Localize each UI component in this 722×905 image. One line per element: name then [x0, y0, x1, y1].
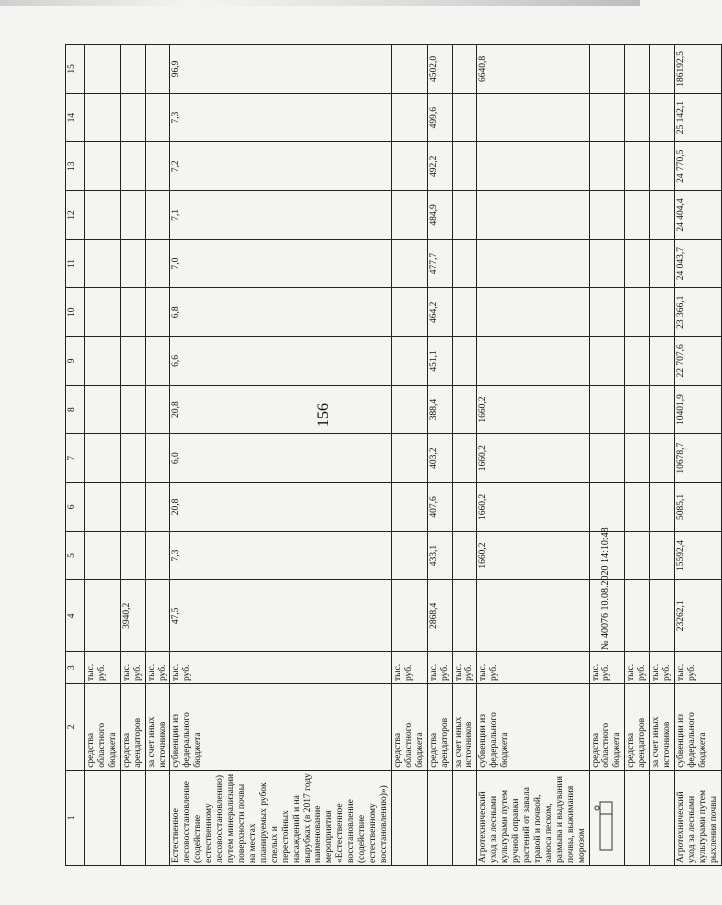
value-cell: 6,0: [170, 434, 391, 483]
cell-c2: за счет иных источников: [452, 684, 477, 771]
value-cell: 24 043,7: [675, 239, 722, 288]
value-cell: [625, 434, 650, 483]
value-cell: [85, 45, 121, 94]
value-cell: 5085,1: [675, 483, 722, 532]
value-cell: [452, 580, 477, 652]
value-cell: [650, 531, 675, 580]
value-cell: 20,8: [170, 483, 391, 532]
value-cell: 7,3: [170, 531, 391, 580]
value-cell: 23262,1: [675, 580, 722, 652]
value-cell: [145, 580, 170, 652]
value-cell: 403,2: [427, 434, 452, 483]
value-cell: 7,2: [170, 142, 391, 191]
table-row: [427, 45, 452, 866]
value-cell: [120, 45, 145, 94]
value-cell: 433,1: [427, 531, 452, 580]
value-cell: [391, 45, 427, 94]
value-cell: [145, 93, 170, 142]
value-cell: [452, 434, 477, 483]
logo-icon: [594, 800, 616, 852]
value-cell: [625, 531, 650, 580]
value-cell: [391, 385, 427, 434]
table-row: [391, 45, 427, 866]
value-cell: [391, 142, 427, 191]
value-cell: [452, 483, 477, 532]
header-cell-6: 6: [66, 483, 85, 532]
value-cell: 3940,2: [120, 580, 145, 652]
cell-c3: тыс. руб.: [85, 652, 121, 684]
page-number: 156: [315, 403, 332, 427]
document-stamp: № 40076 10.08.2020 14:10:48: [600, 527, 611, 650]
value-cell: 477,7: [427, 239, 452, 288]
header-cell-11: 11: [66, 239, 85, 288]
header-cell-8: 8: [66, 385, 85, 434]
cell-c3: тыс. руб.: [452, 652, 477, 684]
value-cell: [477, 142, 589, 191]
value-cell: 492,2: [427, 142, 452, 191]
cell-c3: тыс. руб.: [427, 652, 452, 684]
value-cell: [452, 239, 477, 288]
value-cell: [477, 239, 589, 288]
value-cell: [477, 337, 589, 386]
value-cell: 499,6: [427, 93, 452, 142]
header-cell-3: 3: [66, 652, 85, 684]
value-cell: [625, 288, 650, 337]
header-cell-12: 12: [66, 191, 85, 240]
value-cell: [85, 239, 121, 288]
value-cell: [85, 288, 121, 337]
cell-c3: тыс. руб.: [650, 652, 675, 684]
value-cell: [650, 434, 675, 483]
value-cell: [650, 239, 675, 288]
header-cell-2: 2: [66, 684, 85, 771]
value-cell: [589, 337, 625, 386]
value-cell: 1660,2: [477, 531, 589, 580]
value-cell: [391, 239, 427, 288]
cell-c1: [145, 770, 170, 865]
value-cell: [391, 93, 427, 142]
cell-c1: Агротехнический уход за лесными культурами путем рыхления почвы: [675, 770, 722, 865]
value-cell: [625, 580, 650, 652]
value-cell: 2868,4: [427, 580, 452, 652]
header-row: [66, 45, 85, 866]
cell-c1: [85, 770, 121, 865]
cell-c2: за счет иных источников: [650, 684, 675, 771]
cell-c3: тыс. руб.: [675, 652, 722, 684]
value-cell: [85, 531, 121, 580]
value-cell: [145, 142, 170, 191]
value-cell: 96,9: [170, 45, 391, 94]
value-cell: [589, 239, 625, 288]
value-cell: [85, 337, 121, 386]
cell-c3: тыс. руб.: [145, 652, 170, 684]
value-cell: 484,9: [427, 191, 452, 240]
value-cell: [650, 288, 675, 337]
header-cell-10: 10: [66, 288, 85, 337]
value-cell: [650, 580, 675, 652]
header-cell-5: 5: [66, 531, 85, 580]
value-cell: 25 142,1: [675, 93, 722, 142]
value-cell: 20,8: [170, 385, 391, 434]
value-cell: [85, 385, 121, 434]
value-cell: 23 366,1: [675, 288, 722, 337]
value-cell: [145, 337, 170, 386]
value-cell: [452, 45, 477, 94]
value-cell: 6,8: [170, 288, 391, 337]
table-row: [477, 45, 589, 866]
value-cell: [650, 45, 675, 94]
table-row: [170, 45, 391, 866]
table-row: [120, 45, 145, 866]
table-row: [675, 45, 722, 866]
table-row: [452, 45, 477, 866]
value-cell: [452, 93, 477, 142]
value-cell: [85, 580, 121, 652]
value-cell: [650, 191, 675, 240]
value-cell: [391, 434, 427, 483]
cell-c2: средства арендаторов: [427, 684, 452, 771]
cell-c3: тыс. руб.: [391, 652, 427, 684]
value-cell: 464,2: [427, 288, 452, 337]
cell-c3: тыс. руб.: [625, 652, 650, 684]
value-cell: [145, 385, 170, 434]
value-cell: 1660,2: [477, 434, 589, 483]
value-cell: 7,0: [170, 239, 391, 288]
cell-c3: тыс. руб.: [477, 652, 589, 684]
value-cell: [589, 434, 625, 483]
cell-c2: средства областного бюджета: [391, 684, 427, 771]
value-cell: 451,1: [427, 337, 452, 386]
value-cell: [120, 93, 145, 142]
table-row: [85, 45, 121, 866]
value-cell: [477, 191, 589, 240]
value-cell: [650, 337, 675, 386]
header-cell-13: 13: [66, 142, 85, 191]
value-cell: [145, 483, 170, 532]
value-cell: 24 404,4: [675, 191, 722, 240]
value-cell: 388,4: [427, 385, 452, 434]
cell-c2: средства арендаторов: [625, 684, 650, 771]
value-cell: [452, 288, 477, 337]
value-cell: 6640,8: [477, 45, 589, 94]
value-cell: [391, 531, 427, 580]
value-cell: [452, 385, 477, 434]
cell-c1: [120, 770, 145, 865]
value-cell: [391, 483, 427, 532]
value-cell: [145, 45, 170, 94]
value-cell: [589, 385, 625, 434]
cell-c2: субвенции из федерального бюджета: [477, 684, 589, 771]
value-cell: 1660,2: [477, 385, 589, 434]
value-cell: [85, 93, 121, 142]
value-cell: [145, 288, 170, 337]
table-row: [625, 45, 650, 866]
value-cell: [625, 239, 650, 288]
cell-c3: тыс. руб.: [120, 652, 145, 684]
value-cell: [589, 288, 625, 337]
value-cell: [85, 142, 121, 191]
value-cell: 7,1: [170, 191, 391, 240]
cell-c2: за счет иных источников: [145, 684, 170, 771]
value-cell: [650, 385, 675, 434]
value-cell: [145, 239, 170, 288]
header-cell-14: 14: [66, 93, 85, 142]
cell-c2: субвенции из федерального бюджета: [675, 684, 722, 771]
value-cell: [589, 45, 625, 94]
cell-c1: [391, 770, 427, 865]
value-cell: [391, 337, 427, 386]
cell-c1: [427, 770, 452, 865]
cell-c3: тыс. руб.: [170, 652, 391, 684]
value-cell: [625, 93, 650, 142]
value-cell: [477, 580, 589, 652]
cell-c2: субвенции из федерального бюджета: [170, 684, 391, 771]
value-cell: [120, 142, 145, 191]
value-cell: [477, 288, 589, 337]
value-cell: [650, 483, 675, 532]
value-cell: [625, 337, 650, 386]
value-cell: 7,3: [170, 93, 391, 142]
value-cell: [452, 191, 477, 240]
value-cell: 10678,7: [675, 434, 722, 483]
cell-c2: средства арендаторов: [120, 684, 145, 771]
value-cell: 47,5: [170, 580, 391, 652]
cell-c1: [452, 770, 477, 865]
value-cell: [589, 191, 625, 240]
value-cell: 1660,2: [477, 483, 589, 532]
cell-c3: тыс. руб.: [589, 652, 625, 684]
value-cell: [477, 93, 589, 142]
header-cell-15: 15: [66, 45, 85, 94]
value-cell: [120, 385, 145, 434]
value-cell: 22 707,6: [675, 337, 722, 386]
document-logo: [594, 800, 616, 852]
value-cell: [120, 531, 145, 580]
value-cell: [120, 483, 145, 532]
cell-c2: средства областного бюджета: [589, 684, 625, 771]
value-cell: [589, 483, 625, 532]
cell-c1: Естественное лесовосстановление (содействие естественному лесовосстановлению) путем минерализации поверхности почвы на местах планируемых рубок спелых и перестойных насаждений и на вырубках (в 2017 году наименование мероприятия «Естественное восстановление (содействие естественному восстановлению)»): [170, 770, 391, 865]
value-cell: [625, 142, 650, 191]
value-cell: [85, 191, 121, 240]
value-cell: 24 770,5: [675, 142, 722, 191]
header-cell-7: 7: [66, 434, 85, 483]
cell-c1: Агротехнический уход за лесными культурами путем ручной оправки растений от завала травой и почвой, заноса песком, размыва и выдувания почвы, выжимания морозом: [477, 770, 589, 865]
value-cell: 186192,5: [675, 45, 722, 94]
cell-c1: [650, 770, 675, 865]
value-cell: [145, 531, 170, 580]
value-cell: [625, 191, 650, 240]
cell-c1: [625, 770, 650, 865]
value-cell: [145, 434, 170, 483]
value-cell: [589, 142, 625, 191]
table-row: [145, 45, 170, 866]
value-cell: [625, 385, 650, 434]
value-cell: 407,6: [427, 483, 452, 532]
table-row: [589, 45, 625, 866]
value-cell: [85, 483, 121, 532]
value-cell: [650, 142, 675, 191]
value-cell: [391, 191, 427, 240]
value-cell: 6,6: [170, 337, 391, 386]
value-cell: [650, 93, 675, 142]
value-cell: [391, 580, 427, 652]
value-cell: [145, 191, 170, 240]
value-cell: [120, 434, 145, 483]
value-cell: 4502,0: [427, 45, 452, 94]
value-cell: [625, 45, 650, 94]
value-cell: 10401,9: [675, 385, 722, 434]
budget-table: [65, 44, 722, 866]
value-cell: [120, 337, 145, 386]
value-cell: [120, 288, 145, 337]
table-body: [85, 45, 722, 866]
value-cell: [120, 191, 145, 240]
value-cell: [85, 434, 121, 483]
value-cell: 15592,4: [675, 531, 722, 580]
value-cell: [589, 93, 625, 142]
value-cell: [625, 483, 650, 532]
value-cell: [452, 337, 477, 386]
header-cell-4: 4: [66, 580, 85, 652]
header-cell-1: 1: [66, 770, 85, 865]
table-row: [650, 45, 675, 866]
cell-c2: средства областного бюджета: [85, 684, 121, 771]
value-cell: [452, 531, 477, 580]
scan-edge: [0, 0, 640, 6]
header-cell-9: 9: [66, 337, 85, 386]
value-cell: [391, 288, 427, 337]
value-cell: [120, 239, 145, 288]
value-cell: [452, 142, 477, 191]
